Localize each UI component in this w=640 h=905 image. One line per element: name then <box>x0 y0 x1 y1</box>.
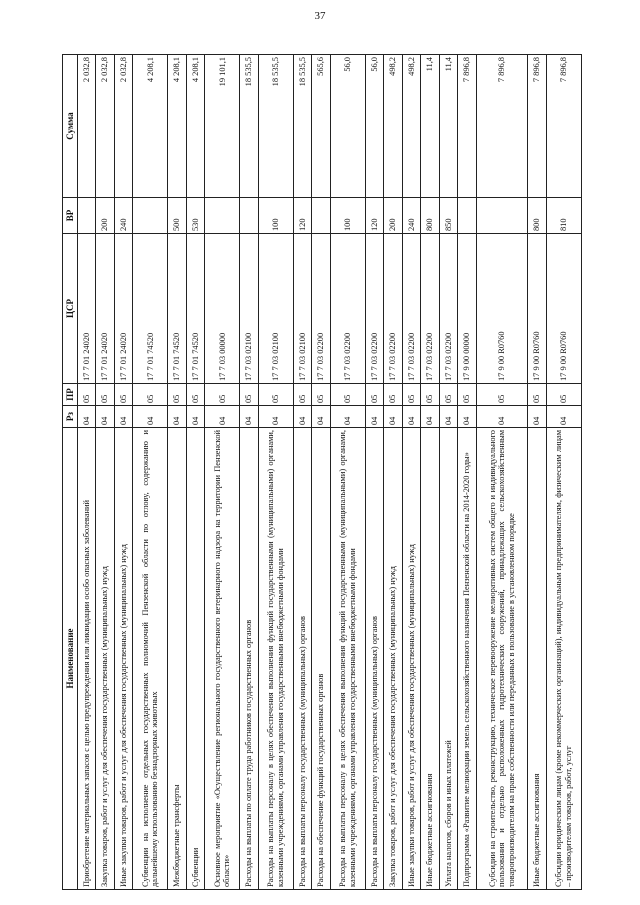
cell-rz: 04 <box>114 406 132 428</box>
cell-csr: 17 7 01 24020 <box>78 234 96 384</box>
cell-vr: 120 <box>365 198 383 234</box>
cell-csr: 17 9 00 R0760 <box>476 234 528 384</box>
table-row <box>78 55 96 890</box>
cell-sum: 498,2 <box>384 55 402 198</box>
cell-csr: 17 9 00 R0760 <box>546 234 581 384</box>
cell-pr: 05 <box>365 384 383 406</box>
cell-pr: 05 <box>458 384 476 406</box>
cell-sum: 11,4 <box>439 55 457 198</box>
cell-rz: 04 <box>439 406 457 428</box>
cell-sum: 18 535,5 <box>293 55 311 198</box>
cell-pr: 05 <box>133 384 168 406</box>
cell-rz: 04 <box>528 406 546 428</box>
cell-vr: 850 <box>439 198 457 234</box>
cell-sum: 19 101,1 <box>205 55 240 198</box>
table-row <box>528 55 546 890</box>
cell-vr <box>312 198 330 234</box>
cell-vr: 800 <box>528 198 546 234</box>
cell-rz: 04 <box>240 406 258 428</box>
cell-sum: 565,6 <box>312 55 330 198</box>
cell-csr: 17 7 03 02100 <box>240 234 258 384</box>
cell-sum: 56,0 <box>330 55 365 198</box>
cell-vr: 530 <box>186 198 204 234</box>
table-row <box>186 55 204 890</box>
cell-pr: 05 <box>293 384 311 406</box>
cell-rz: 04 <box>476 406 528 428</box>
cell-rz: 04 <box>205 406 240 428</box>
table-header-row <box>63 55 78 890</box>
cell-csr: 17 7 01 24020 <box>96 234 114 384</box>
cell-csr: 17 9 00 00000 <box>458 234 476 384</box>
cell-name: Иные бюджетные ассигнования <box>528 428 546 890</box>
cell-name: Подпрограмма «Развитие мелиорации земель сельскохозяйственного назначения Пензенской области на 2014-2020 годы» <box>458 428 476 890</box>
cell-sum: 18 535,5 <box>258 55 293 198</box>
cell-sum: 18 535,5 <box>240 55 258 198</box>
cell-rz: 04 <box>312 406 330 428</box>
table-body <box>78 55 582 890</box>
cell-rz: 04 <box>421 406 439 428</box>
cell-rz: 04 <box>186 406 204 428</box>
cell-pr: 05 <box>312 384 330 406</box>
cell-name: Межбюджетные трансферты <box>168 428 186 890</box>
table-row <box>546 55 581 890</box>
cell-csr: 17 7 03 02200 <box>402 234 420 384</box>
cell-name: Субвенции <box>186 428 204 890</box>
cell-csr: 17 7 03 02200 <box>312 234 330 384</box>
header-vr: ВР <box>63 198 78 234</box>
cell-csr: 17 9 00 R0760 <box>528 234 546 384</box>
cell-pr: 05 <box>330 384 365 406</box>
cell-name: Закупка товаров, работ и услуг для обеспечения государственных (муниципальных) нужд <box>384 428 402 890</box>
cell-sum: 2 032,8 <box>96 55 114 198</box>
table-row <box>133 55 168 890</box>
cell-name: Субсидии на строительство, реконструкцию, техническое перевооружение мелиоративных систем общего и индивидуального пользования и отдельно расположенных гидротехнических сооружений, принадлежащих сельскохозяйственным товаропроизводителям на праве собственности или переданных в пользование в установленном порядке <box>476 428 528 890</box>
cell-vr: 240 <box>114 198 132 234</box>
table-row <box>114 55 132 890</box>
cell-rz: 04 <box>546 406 581 428</box>
table-row <box>476 55 528 890</box>
table-row <box>458 55 476 890</box>
cell-csr: 17 7 03 02100 <box>258 234 293 384</box>
cell-csr: 17 7 03 00000 <box>205 234 240 384</box>
cell-vr <box>205 198 240 234</box>
table-row <box>205 55 240 890</box>
cell-csr: 17 7 01 74520 <box>168 234 186 384</box>
cell-csr: 17 7 03 02100 <box>293 234 311 384</box>
cell-sum: 7 896,8 <box>476 55 528 198</box>
cell-vr: 200 <box>384 198 402 234</box>
header-pr: ПР <box>63 384 78 406</box>
cell-vr: 240 <box>402 198 420 234</box>
cell-vr: 100 <box>330 198 365 234</box>
cell-name: Основное мероприятие «Осуществление регионального государственного ветеринарного надзора на территории Пензенской области» <box>205 428 240 890</box>
cell-name: Субсидии юридическим лицам (кроме некоммерческих организаций), индивидуальным предпринимателям, физическим лицам – производителям товаров, работ, услуг <box>546 428 581 890</box>
cell-sum: 7 896,8 <box>546 55 581 198</box>
cell-vr <box>78 198 96 234</box>
cell-pr: 05 <box>384 384 402 406</box>
header-rz: Рз <box>63 406 78 428</box>
cell-sum: 4 208,1 <box>186 55 204 198</box>
cell-pr: 05 <box>439 384 457 406</box>
table-row <box>312 55 330 890</box>
cell-name: Расходы на обеспечение функций государственных органов <box>312 428 330 890</box>
cell-vr: 810 <box>546 198 581 234</box>
cell-pr: 05 <box>258 384 293 406</box>
budget-table <box>62 54 582 890</box>
header-name: Наименование <box>63 428 78 890</box>
cell-csr: 17 7 03 02200 <box>365 234 383 384</box>
cell-rz: 04 <box>293 406 311 428</box>
cell-rz: 04 <box>258 406 293 428</box>
cell-vr: 120 <box>293 198 311 234</box>
table-row <box>384 55 402 890</box>
cell-rz: 04 <box>402 406 420 428</box>
cell-pr: 05 <box>78 384 96 406</box>
cell-pr: 05 <box>546 384 581 406</box>
cell-sum: 2 032,8 <box>78 55 96 198</box>
cell-name: Субвенции на исполнение отдельных государственных полномочий Пензенской области по отлову, содержанию и дальнейшему использованию безнадзорных животных <box>133 428 168 890</box>
header-sum: Сумма <box>63 55 78 198</box>
cell-name: Расходы на выплаты персоналу в целях обеспечения выполнения функций государственными (муниципальными) органами, казенными учреждениями, органами управления государственными внебюджетными фондами <box>330 428 365 890</box>
cell-rz: 04 <box>330 406 365 428</box>
cell-pr: 05 <box>96 384 114 406</box>
cell-pr: 05 <box>114 384 132 406</box>
cell-pr: 05 <box>240 384 258 406</box>
cell-csr: 17 7 03 02200 <box>439 234 457 384</box>
cell-vr: 800 <box>421 198 439 234</box>
table-row <box>168 55 186 890</box>
table-row <box>365 55 383 890</box>
table-row <box>258 55 293 890</box>
cell-name: Иные бюджетные ассигнования <box>421 428 439 890</box>
table-row <box>421 55 439 890</box>
table-row <box>402 55 420 890</box>
cell-rz: 04 <box>168 406 186 428</box>
cell-sum: 11,4 <box>421 55 439 198</box>
cell-vr <box>458 198 476 234</box>
table-row <box>240 55 258 890</box>
table-row <box>330 55 365 890</box>
cell-name: Расходы на выплаты персоналу государственных (муниципальных) органов <box>365 428 383 890</box>
cell-name: Расходы на выплаты персоналу государственных (муниципальных) органов <box>293 428 311 890</box>
cell-pr: 05 <box>421 384 439 406</box>
cell-vr <box>476 198 528 234</box>
cell-pr: 05 <box>168 384 186 406</box>
cell-vr <box>133 198 168 234</box>
rotated-table-wrapper <box>62 55 582 890</box>
cell-csr: 17 7 03 02200 <box>384 234 402 384</box>
cell-rz: 04 <box>78 406 96 428</box>
cell-pr: 05 <box>186 384 204 406</box>
header-csr: ЦСР <box>63 234 78 384</box>
page-number: 37 <box>314 10 326 22</box>
cell-csr: 17 7 01 74520 <box>186 234 204 384</box>
cell-rz: 04 <box>96 406 114 428</box>
cell-pr: 05 <box>402 384 420 406</box>
cell-name: Иные закупки товаров, работ и услуг для обеспечения государственных (муниципальных) нужд <box>402 428 420 890</box>
cell-vr: 200 <box>96 198 114 234</box>
cell-name: Уплата налогов, сборов и иных платежей <box>439 428 457 890</box>
cell-name: Расходы на выплаты по оплате труда работников государственных органов <box>240 428 258 890</box>
cell-rz: 04 <box>133 406 168 428</box>
cell-csr: 17 7 01 74520 <box>133 234 168 384</box>
cell-pr: 05 <box>205 384 240 406</box>
cell-name: Иные закупки товаров, работ и услуг для обеспечения государственных (муниципальных) нужд <box>114 428 132 890</box>
cell-rz: 04 <box>365 406 383 428</box>
cell-vr: 500 <box>168 198 186 234</box>
cell-sum: 56,0 <box>365 55 383 198</box>
cell-name: Закупка товаров, работ и услуг для обеспечения государственных (муниципальных) нужд <box>96 428 114 890</box>
cell-rz: 04 <box>458 406 476 428</box>
table-row <box>96 55 114 890</box>
cell-sum: 7 896,8 <box>458 55 476 198</box>
cell-pr: 05 <box>528 384 546 406</box>
cell-rz: 04 <box>384 406 402 428</box>
cell-csr: 17 7 03 02200 <box>330 234 365 384</box>
cell-sum: 498,2 <box>402 55 420 198</box>
cell-pr: 05 <box>476 384 528 406</box>
cell-name: Приобретение материальных запасов с целью предупреждения или ликвидации особо опасных заболеваний <box>78 428 96 890</box>
cell-sum: 2 032,8 <box>114 55 132 198</box>
cell-sum: 7 896,8 <box>528 55 546 198</box>
cell-vr: 100 <box>258 198 293 234</box>
cell-name: Расходы на выплаты персоналу в целях обеспечения выполнения функций государственными (муниципальными) органами, казенными учреждениями, органами управления государственными внебюджетными фондами <box>258 428 293 890</box>
cell-csr: 17 7 01 24020 <box>114 234 132 384</box>
cell-sum: 4 208,1 <box>133 55 168 198</box>
cell-sum: 4 208,1 <box>168 55 186 198</box>
table-row <box>293 55 311 890</box>
cell-csr: 17 7 03 02200 <box>421 234 439 384</box>
cell-vr <box>240 198 258 234</box>
table-row <box>439 55 457 890</box>
